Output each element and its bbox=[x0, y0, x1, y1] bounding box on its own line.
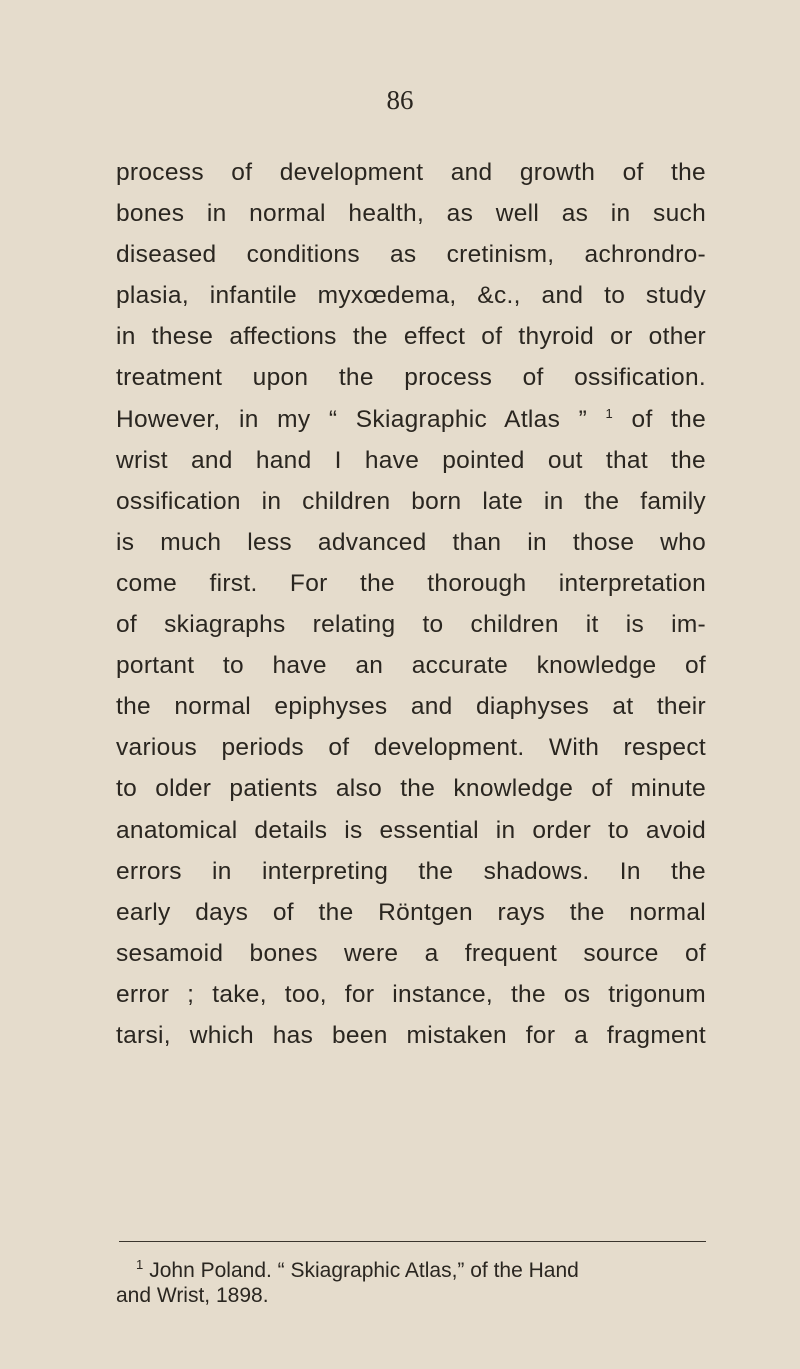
text-line: of skiagraphs relating to children it is im- bbox=[116, 611, 706, 639]
text-line: is much less advanced than in those who bbox=[116, 528, 706, 556]
text-line: process of development and growth of the bbox=[116, 159, 706, 186]
text-line: come first. For the thorough interpretation bbox=[116, 569, 706, 597]
text-line: early days of the Röntgen rays the normal bbox=[116, 898, 706, 926]
footnote-reference: 1 bbox=[605, 405, 614, 421]
text-line-part: of the bbox=[631, 405, 706, 433]
text-line: bones in normal health, as well as in such bbox=[116, 200, 706, 228]
page-number: 86 bbox=[386, 85, 414, 115]
footnote-marker: 1 bbox=[136, 1257, 144, 1272]
footnote bbox=[116, 1249, 706, 1311]
text-line: in these affections the effect of thyroid or other bbox=[116, 323, 706, 351]
footnote-line: and Wrist, 1898. bbox=[116, 1284, 269, 1307]
footnote-line bbox=[116, 1249, 706, 1280]
text-line: plasia, infantile myxœdema, &c., and to study bbox=[116, 282, 706, 310]
text-line-part: However, in my “ Skiagraphic Atlas ” bbox=[116, 405, 588, 433]
text-line: anatomical details is essential in order to avoid bbox=[116, 816, 706, 844]
footnote-text: John Poland. “ Skiagraphic Atlas,” of the Hand bbox=[149, 1259, 579, 1282]
footnote-divider bbox=[119, 1241, 706, 1242]
text-line: tarsi, which has been mistaken for a fragment bbox=[116, 1021, 706, 1049]
text-line: errors in interpreting the shadows. In the bbox=[116, 857, 706, 885]
text-line-with-footnote-ref bbox=[116, 399, 706, 440]
text-line: various periods of development. With respect bbox=[116, 734, 706, 762]
text-line: wrist and hand I have pointed out that the bbox=[116, 446, 706, 474]
text-line: portant to have an accurate knowledge of bbox=[116, 652, 706, 680]
text-line: sesamoid bones were a frequent source of bbox=[116, 939, 706, 967]
text-line: the normal epiphyses and diaphyses at their bbox=[116, 693, 706, 721]
body-text bbox=[116, 152, 706, 1056]
text-line: diseased conditions as cretinism, achrondro- bbox=[116, 241, 706, 269]
text-line: error ; take, too, for instance, the os trigonum bbox=[116, 980, 706, 1008]
text-line: treatment upon the process of ossification. bbox=[116, 364, 706, 392]
text-line: to older patients also the knowledge of minute bbox=[116, 775, 706, 803]
text-line: ossification in children born late in the family bbox=[116, 487, 706, 515]
